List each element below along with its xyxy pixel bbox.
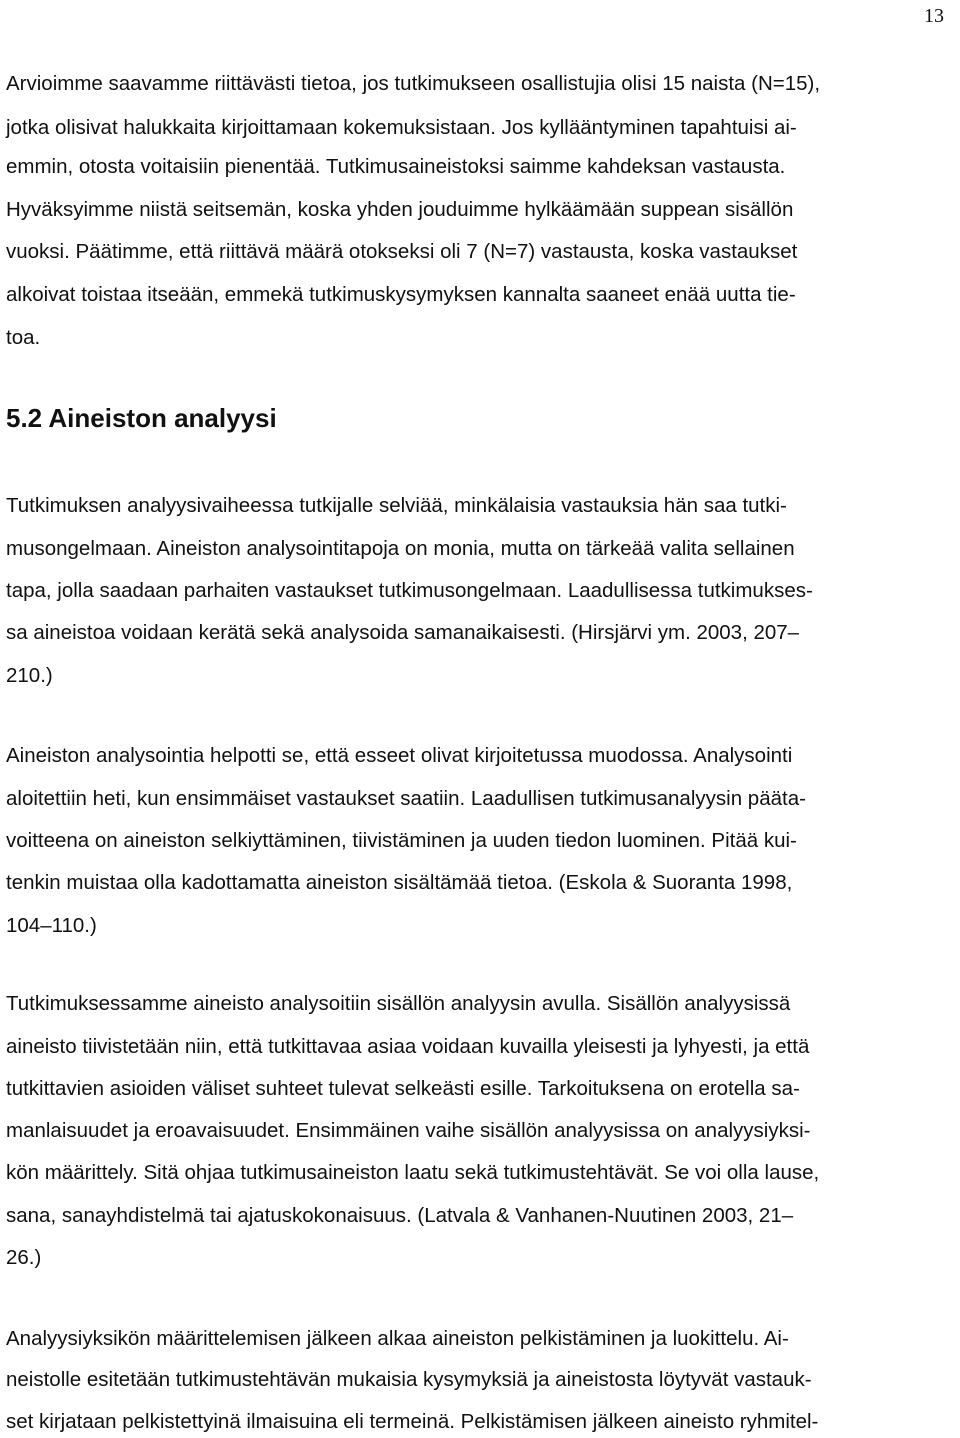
page-number: 13 (924, 5, 944, 27)
paragraph-4-line: kön määrittely. Sitä ohjaa tutkimusaineiston laatu sekä tutkimustehtävät. Se voi olla lause, (6, 1161, 820, 1184)
section-heading: 5.2 Aineiston analyysi (6, 403, 277, 433)
paragraph-3-line: tenkin muistaa olla kadottamatta aineiston sisältämää tietoa. (Eskola & Suoranta 1998, (6, 871, 793, 894)
paragraph-3-line: aloitettiin heti, kun ensimmäiset vastaukset saatiin. Laadullisen tutkimusanalyysin pääta- (6, 787, 806, 810)
paragraph-1-line: alkoivat toistaa itseään, emmekä tutkimuskysymyksen kannalta saaneet enää uutta tie- (6, 283, 796, 306)
paragraph-2-line: sa aineistoa voidaan kerätä sekä analysoida samanaikaisesti. (Hirsjärvi ym. 2003, 207– (6, 621, 800, 644)
paragraph-1-line: Hyväksyimme niistä seitsemän, koska yhden jouduimme hylkäämään suppean sisällön (6, 198, 794, 221)
paragraph-1-line: toa. (6, 326, 41, 349)
paragraph-2-line: 210.) (6, 664, 53, 687)
paragraph-3-line: Aineiston analysointia helpotti se, että esseet olivat kirjoitetussa muodossa. Analysointi (6, 744, 793, 767)
paragraph-5-line: set kirjataan pelkistettyinä ilmaisuina eli termeinä. Pelkistämisen jälkeen aineisto ryhmitel- (6, 1410, 819, 1433)
paragraph-4-line: sana, sanayhdistelmä tai ajatuskokonaisuus. (Latvala & Vanhanen-Nuutinen 2003, 21– (6, 1204, 794, 1227)
paragraph-3-line: voitteena on aineiston selkiyttäminen, tiivistäminen ja uuden tiedon luominen. Pitää kui- (6, 829, 797, 852)
paragraph-5-line: neistolle esitetään tutkimustehtävän mukaisia kysymyksiä ja aineistosta löytyvät vastauk- (6, 1368, 812, 1391)
paragraph-4-line: manlaisuudet ja eroavaisuudet. Ensimmäinen vaihe sisällön analyysissa on analyysiyksi- (6, 1119, 811, 1142)
paragraph-3-line: 104–110.) (6, 914, 97, 937)
paragraph-2-line: Tutkimuksen analyysivaiheessa tutkijalle selviää, minkälaisia vastauksia hän saa tutki- (6, 494, 787, 517)
paragraph-4-line: tutkittavien asioiden väliset suhteet tulevat selkeästi esille. Tarkoituksena on erotella sa- (6, 1077, 800, 1100)
paragraph-2-line: musongelmaan. Aineiston analysointitapoja on monia, mutta on tärkeää valita sellainen (6, 537, 795, 560)
paragraph-4-line: Tutkimuksessamme aineisto analysoitiin sisällön analyysin avulla. Sisällön analyysissä (6, 992, 791, 1015)
paragraph-1-line: vuoksi. Päätimme, että riittävä määrä otokseksi oli 7 (N=7) vastausta, koska vastaukset (6, 240, 798, 263)
paragraph-4-line: 26.) (6, 1246, 42, 1269)
paragraph-2-line: tapa, jolla saadaan parhaiten vastaukset tutkimusongelmaan. Laadullisessa tutkimukses- (6, 579, 813, 602)
paragraph-1-line: Arvioimme saavamme riittävästi tietoa, jos tutkimukseen osallistujia olisi 15 naista (N=15), (6, 72, 821, 95)
paragraph-5-line: Analyysiyksikön määrittelemisen jälkeen alkaa aineiston pelkistäminen ja luokittelu. Ai- (6, 1327, 789, 1350)
paragraph-4-line: aineisto tiivistetään niin, että tutkittavaa asiaa voidaan kuvailla yleisesti ja lyhyesti, ja että (6, 1035, 810, 1058)
paragraph-1-line: emmin, otosta voitaisiin pienentää. Tutkimusaineistoksi saimme kahdeksan vastausta. (6, 155, 786, 178)
paragraph-1-line: jotka olisivat halukkaita kirjoittamaan kokemuksistaan. Jos kyllääntyminen tapahtuisi ai- (6, 116, 797, 139)
